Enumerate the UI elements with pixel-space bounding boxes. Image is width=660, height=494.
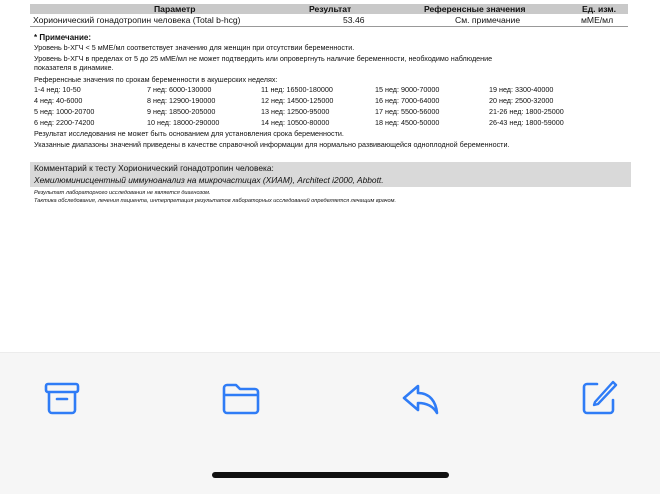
compose-icon[interactable] [579, 378, 619, 418]
row-unit: мМЕ/мл [581, 15, 614, 25]
row-reference: См. примечание [455, 15, 521, 25]
footer-disclaimer: Результат лабораторного исследования не является диагнозом. [34, 190, 211, 196]
week-range: 16 нед: 7000-64000 [375, 96, 440, 105]
week-range: 19 нед: 3300-40000 [489, 85, 554, 94]
note-line: показателя в динамике. [34, 63, 114, 72]
row-result: 53.46 [343, 15, 365, 25]
week-range: 18 нед: 4500-50000 [375, 118, 440, 127]
week-range: 20 нед: 2500-32000 [489, 96, 554, 105]
row-parameter: Хорионический гонадотропин человека (Total b-hcg) [33, 15, 241, 25]
comment-method: Хемилюминисцентный иммуноанализ на микрочастицах (ХИАМ), Architect i2000, Abbott. [34, 175, 384, 185]
comment-box [30, 162, 631, 187]
comment-title: Комментарий к тесту Хорионический гонадотропин человека: [34, 163, 274, 173]
header-parameter: Параметр [154, 4, 196, 14]
archive-icon[interactable] [42, 378, 82, 418]
week-range: 7 нед: 6000-130000 [147, 85, 212, 94]
home-indicator[interactable] [212, 472, 449, 478]
week-range: 10 нед: 18000-290000 [147, 118, 220, 127]
week-range: 5 нед: 1000-20700 [34, 107, 95, 116]
divider [30, 26, 628, 27]
week-range: 1-4 нед: 10-50 [34, 85, 81, 94]
folder-icon[interactable] [221, 378, 261, 418]
footer-tactics: Тактика обследования, лечения пациента, интерпретация результатов лабораторных исследований определяется лечащим врачом. [34, 198, 397, 204]
note-line: Уровень b-ХГЧ < 5 мМЕ/мл соответствует значению для женщин при отсутствии беременности. [34, 43, 355, 52]
week-range: 26-43 нед: 1800-59000 [489, 118, 564, 127]
note-line: Уровень b-ХГЧ в пределах от 5 до 25 мМЕ/мл не может подтвердить или опровергнуть наличие беременности, необходимо наблюдение [34, 54, 493, 63]
table-header [30, 4, 628, 14]
week-range: 15 нед: 9000-70000 [375, 85, 440, 94]
week-range: 14 нед: 10500-80000 [261, 118, 330, 127]
table-row [30, 14, 628, 26]
note-line: Результат исследования не может быть основанием для установления срока беременности. [34, 129, 344, 138]
week-range: 13 нед: 12500-95000 [261, 107, 330, 116]
note-line: Указанные диапазоны значений приведены в качестве справочной информации для нормально развивающейся одноплодной беременности. [34, 140, 510, 149]
reply-icon[interactable] [400, 378, 440, 418]
week-range: 12 нед: 14500-125000 [261, 96, 334, 105]
week-range: 8 нед: 12900-190000 [147, 96, 216, 105]
week-range: 4 нед: 40-6000 [34, 96, 83, 105]
week-range: 11 нед: 16500-180000 [261, 85, 333, 94]
note-line: Референсные значения по срокам беременности в акушерских неделях: [34, 75, 278, 84]
week-range: 21-26 нед: 1800-25000 [489, 107, 564, 116]
header-result: Результат [309, 4, 352, 14]
header-unit: Ед. изм. [582, 4, 617, 14]
week-range: 17 нед: 5500-56000 [375, 107, 440, 116]
note-title: * Примечание: [34, 33, 92, 42]
header-reference: Референсные значения [424, 4, 526, 14]
week-range: 9 нед: 18500-205000 [147, 107, 216, 116]
week-range: 6 нед: 2200-74200 [34, 118, 95, 127]
